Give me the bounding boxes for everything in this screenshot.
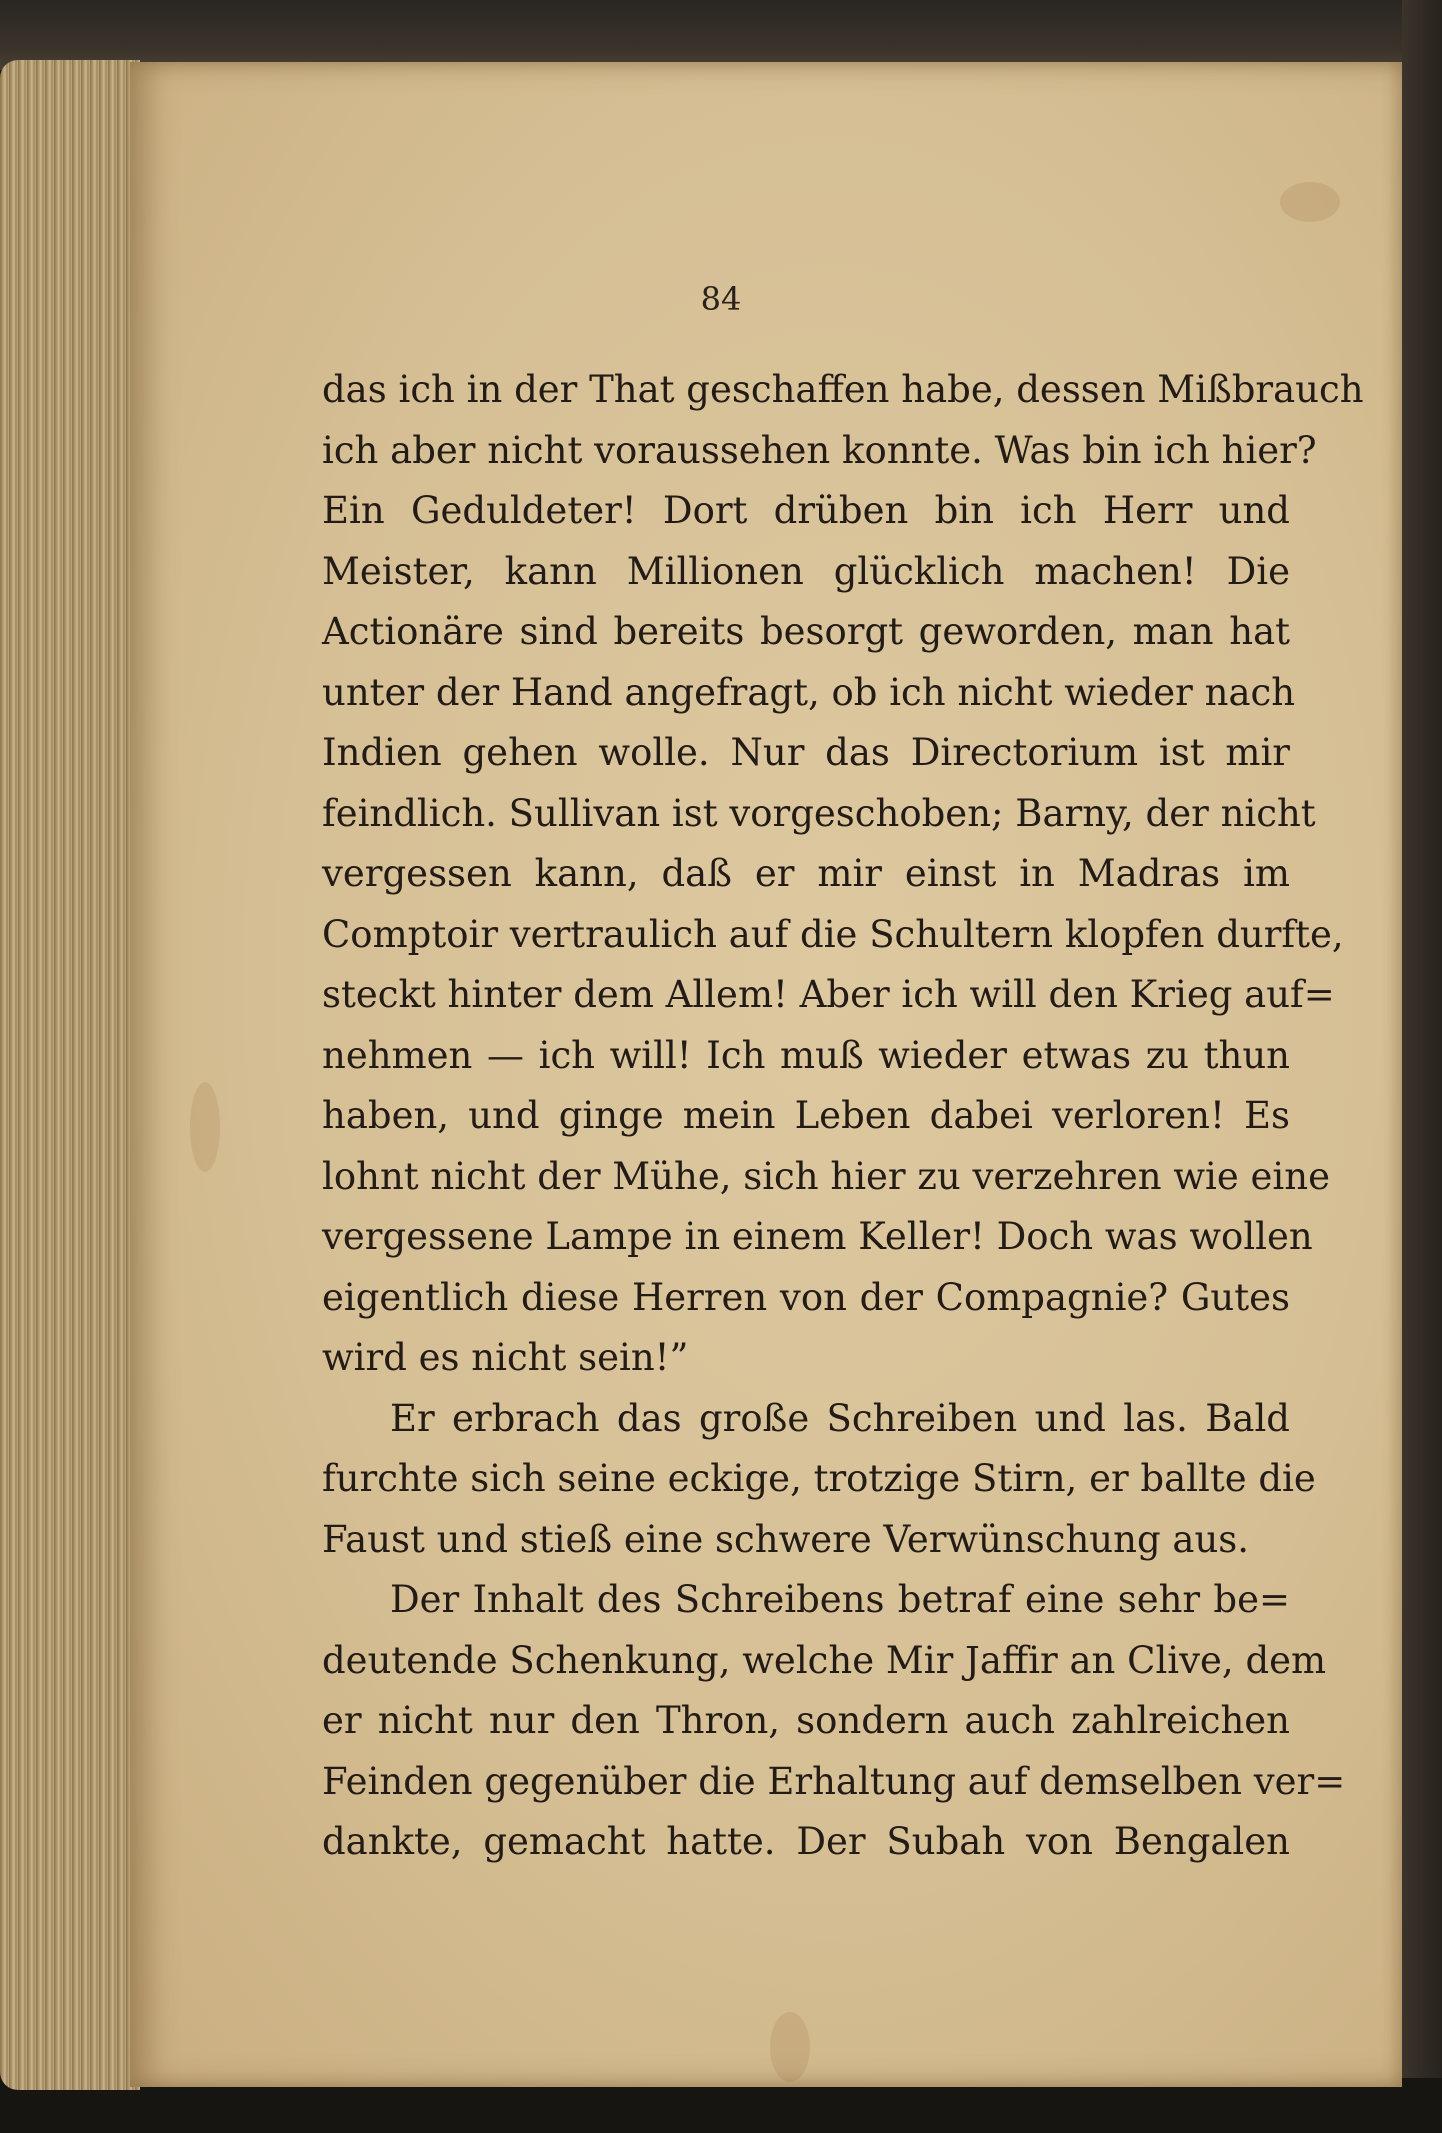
text-line: das ich in der That geschaffen habe, dessen Mißbrauch [322,368,1364,411]
book-cover-top [0,0,1442,70]
body-text [322,360,1364,1873]
text-line: Ein Geduldeter! Dort drüben bin ich Herr und [322,489,1290,532]
text-line: nehmen — ich will! Ich muß wieder etwas zu thun [322,1033,1290,1077]
text-line: steckt hinter dem Allem! Aber ich will den Krieg auf= [322,973,1335,1016]
text-line: Er erbrach das große Schreiben und las. Bald [390,1396,1290,1440]
text-line: vergessen kann, daß er mir einst in Madras im [322,852,1290,895]
text-line: vergessene Lampe in einem Keller! Doch was wollen [322,1215,1313,1258]
text-line: Feinden gegenüber die Erhaltung auf demselben ver= [322,1759,1346,1803]
text-line: Meister, kann Millionen glücklich machen! Die [322,549,1290,593]
page-edges [0,60,140,2090]
text-line: furchte sich seine eckige, trotzige Stirn, er ballte die [322,1457,1316,1500]
book-cover-right [1402,0,1442,2133]
paper-stain [770,2012,810,2082]
text-line: haben, und ginge mein Leben dabei verloren! Es [322,1094,1290,1137]
text-line: ich aber nicht voraussehen konnte. Was bin ich hier? [322,428,1317,472]
text-line: deutende Schenkung, welche Mir Jaffir an Clive, dem [322,1638,1327,1682]
text-line: Indien gehen wolle. Nur das Directorium ist mir [322,731,1290,774]
text-line: feindlich. Sullivan ist vorgeschoben; Barny, der nicht [322,791,1316,835]
text-line: er nicht nur den Thron, sondern auch zahlreichen [322,1699,1290,1742]
text-line: lohnt nicht der Mühe, sich hier zu verzehren wie eine [322,1154,1330,1198]
text-line: dankte, gemacht hatte. Der Subah von Bengalen [322,1820,1290,1863]
text-line: Comptoir vertraulich auf die Schultern klopfen durfte, [322,912,1344,956]
paper-stain [1280,182,1340,222]
page-number: 84 [700,280,742,318]
text-line: eigentlich diese Herren von der Compagnie? Gutes [322,1275,1290,1319]
text-line: Faust und stieß eine schwere Verwünschung aus. [322,1517,1250,1561]
text-line: wird es nicht sein!” [322,1336,689,1379]
text-line: Actionäre sind bereits besorgt geworden, man hat [322,610,1290,653]
text-line: unter der Hand angefragt, ob ich nicht wieder nach [322,670,1296,714]
text-line: Der Inhalt des Schreibens betraf eine sehr be= [390,1578,1290,1621]
paper-stain [190,1082,220,1172]
